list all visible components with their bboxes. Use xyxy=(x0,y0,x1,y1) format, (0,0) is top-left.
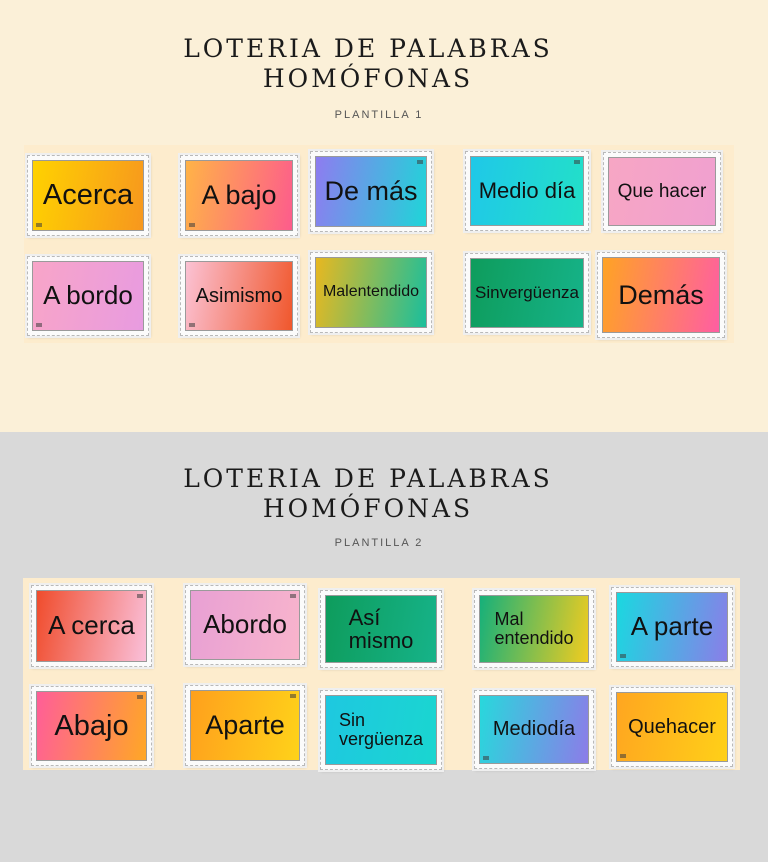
card-face xyxy=(608,157,716,226)
card-1-7[interactable] xyxy=(180,256,298,336)
card-mark-icon xyxy=(137,594,143,598)
card-2-5[interactable] xyxy=(611,587,733,667)
card-face xyxy=(479,695,589,764)
card-face xyxy=(185,160,293,231)
card-mark-icon xyxy=(290,694,296,698)
card-1-1[interactable] xyxy=(27,155,149,236)
card-word: Mal entendido xyxy=(494,609,574,648)
card-word: Mediodía xyxy=(492,718,576,740)
card-1-10[interactable] xyxy=(597,252,725,338)
card-mark-icon xyxy=(137,695,143,699)
card-word: A cerca xyxy=(48,610,135,641)
plantilla-1-subtitle: PLANTILLA 1 xyxy=(334,109,424,121)
plantilla-2-title: LOTERIA DE PALABRAS HOMÓFONAS xyxy=(183,464,553,523)
card-mark-icon xyxy=(483,756,489,760)
card-mark-icon xyxy=(620,654,626,658)
card-face xyxy=(325,695,437,765)
card-2-4[interactable] xyxy=(474,590,594,668)
card-2-1[interactable] xyxy=(31,585,152,667)
card-2-10[interactable] xyxy=(611,687,733,767)
card-face xyxy=(479,595,589,663)
card-2-9[interactable] xyxy=(474,690,594,769)
card-mark-icon xyxy=(620,754,626,758)
card-2-8[interactable] xyxy=(320,690,442,770)
plantilla-2-panel xyxy=(0,432,768,862)
card-face xyxy=(602,257,720,333)
card-word: Asimismo xyxy=(195,284,283,307)
card-2-7[interactable] xyxy=(185,685,305,766)
plantilla-2-subtitle: PLANTILLA 2 xyxy=(334,537,424,549)
card-1-5[interactable] xyxy=(603,152,721,231)
card-face xyxy=(185,261,293,331)
card-face xyxy=(315,156,427,227)
card-face xyxy=(32,261,144,331)
card-face xyxy=(190,690,300,761)
card-1-2[interactable] xyxy=(180,155,298,236)
card-word: Así mismo xyxy=(348,604,414,653)
card-word: De más xyxy=(324,176,418,207)
card-1-9[interactable] xyxy=(465,253,589,333)
card-face xyxy=(190,590,300,660)
card-word: Medio día xyxy=(478,178,576,204)
card-2-2[interactable] xyxy=(185,585,305,665)
card-1-3[interactable] xyxy=(310,151,432,232)
card-word: A bordo xyxy=(43,280,133,311)
card-word: A parte xyxy=(630,611,714,642)
card-word: Demás xyxy=(618,279,704,310)
card-word: Quehacer xyxy=(628,715,716,738)
card-2-6[interactable] xyxy=(31,686,152,766)
card-mark-icon xyxy=(417,160,423,164)
card-face xyxy=(616,592,728,662)
plantilla-1-title: LOTERIA DE PALABRAS HOMÓFONAS xyxy=(183,34,553,93)
card-word: Aparte xyxy=(205,710,285,741)
card-word: Sin vergüenza xyxy=(338,710,424,749)
card-mark-icon xyxy=(290,594,296,598)
card-word: Abordo xyxy=(203,609,287,640)
card-word: Acerca xyxy=(42,179,134,212)
card-face xyxy=(36,691,147,761)
card-face xyxy=(470,258,584,328)
card-face xyxy=(36,590,147,662)
card-mark-icon xyxy=(189,323,195,327)
card-face xyxy=(470,156,584,226)
card-face xyxy=(616,692,728,762)
card-word: Sinvergüenza xyxy=(475,283,579,303)
card-mark-icon xyxy=(36,223,42,227)
card-mark-icon xyxy=(36,323,42,327)
card-1-6[interactable] xyxy=(27,256,149,336)
card-mark-icon xyxy=(574,160,580,164)
card-face xyxy=(32,160,144,231)
card-word: Que hacer xyxy=(617,180,707,202)
card-word: Malentendido xyxy=(322,283,420,301)
card-word: A bajo xyxy=(201,180,277,211)
card-1-4[interactable] xyxy=(465,151,589,231)
card-face xyxy=(315,257,427,328)
card-word: Abajo xyxy=(54,709,129,742)
card-face xyxy=(325,595,437,663)
card-2-3[interactable] xyxy=(320,590,442,668)
card-1-8[interactable] xyxy=(310,252,432,333)
card-mark-icon xyxy=(189,223,195,227)
